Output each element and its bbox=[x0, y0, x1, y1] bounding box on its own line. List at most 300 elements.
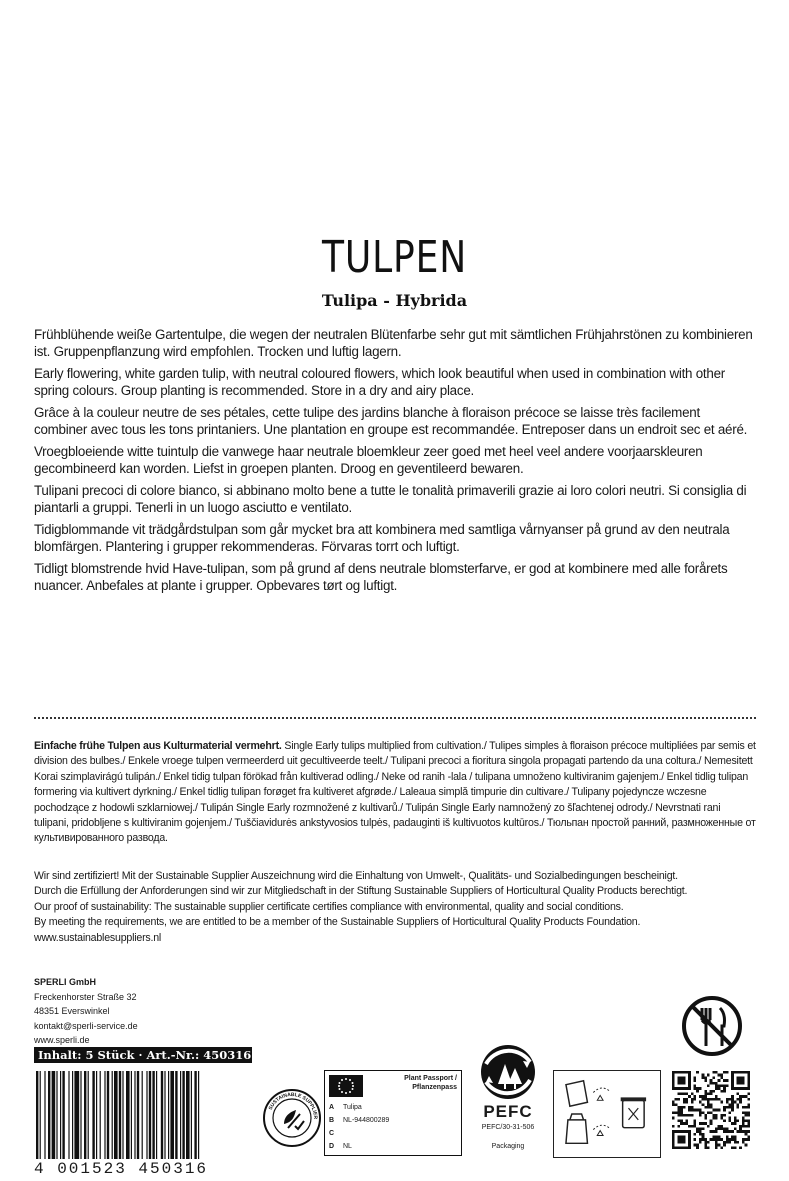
qr-module bbox=[715, 1144, 718, 1147]
barcode-bar bbox=[114, 1071, 118, 1159]
barcode-bar bbox=[161, 1071, 163, 1159]
qr-module bbox=[694, 1144, 697, 1147]
qr-module bbox=[745, 1119, 748, 1122]
description-da: Tidligt blomstrende hvid Have-tulipan, som på grund af dens neutrale blomsterfarve, er god at kombinere med alle forårets nuancer. Anbefales at plante i grupper. Opbevares tørt og luftigt. bbox=[34, 561, 728, 593]
qr-module bbox=[699, 1127, 702, 1130]
qr-module bbox=[715, 1071, 718, 1074]
barcode-bar bbox=[96, 1071, 97, 1159]
qr-module bbox=[731, 1109, 734, 1112]
barcode-bar bbox=[152, 1071, 154, 1159]
qr-module bbox=[718, 1074, 721, 1077]
qr-module bbox=[747, 1122, 750, 1125]
qr-module bbox=[723, 1106, 726, 1109]
qr-module bbox=[707, 1125, 710, 1128]
qr-module bbox=[723, 1141, 726, 1144]
barcode-number: 4 001523 450316 bbox=[34, 1160, 209, 1178]
passport-title-1: Plant Passport / bbox=[404, 1075, 457, 1082]
qr-module bbox=[699, 1133, 702, 1136]
qr-module bbox=[694, 1138, 697, 1141]
qr-module bbox=[675, 1111, 678, 1114]
barcode-bar bbox=[146, 1071, 147, 1159]
certification-block bbox=[34, 869, 756, 946]
pefc-code: PEFC/30-31-506 bbox=[481, 1124, 535, 1131]
qr-module bbox=[726, 1141, 729, 1144]
qr-module bbox=[715, 1084, 718, 1087]
qr-module bbox=[742, 1119, 745, 1122]
barcode-bar bbox=[100, 1071, 101, 1159]
qr-module bbox=[747, 1093, 750, 1096]
qr-module bbox=[694, 1119, 697, 1122]
qr-module bbox=[747, 1111, 750, 1114]
qr-module bbox=[731, 1098, 734, 1101]
qr-module bbox=[718, 1138, 721, 1141]
qr-module bbox=[704, 1098, 707, 1101]
qr-module bbox=[672, 1103, 675, 1106]
qr-module bbox=[683, 1114, 686, 1117]
qr-module bbox=[728, 1111, 731, 1114]
qr-module bbox=[702, 1098, 705, 1101]
qr-module bbox=[734, 1138, 737, 1141]
qr-module bbox=[694, 1122, 697, 1125]
qr-module bbox=[723, 1090, 726, 1093]
qr-module bbox=[677, 1125, 680, 1128]
qr-module bbox=[718, 1127, 721, 1130]
qr-module bbox=[723, 1071, 726, 1074]
cultivation-lead: Einfache frühe Tulpen aus Kulturmaterial vermehrt. bbox=[34, 740, 282, 752]
qr-module bbox=[715, 1146, 718, 1149]
barcode-bar bbox=[198, 1071, 199, 1159]
contents-bar: Inhalt: 5 Stück · Art.-Nr.: 450316 bbox=[34, 1047, 252, 1063]
qr-module bbox=[715, 1098, 718, 1101]
qr-module bbox=[718, 1084, 721, 1087]
qr-module bbox=[720, 1117, 723, 1120]
barcode-bar bbox=[194, 1071, 196, 1159]
qr-module bbox=[712, 1109, 715, 1112]
qr-module bbox=[699, 1101, 702, 1104]
qr-module bbox=[685, 1101, 688, 1104]
qr-module bbox=[710, 1103, 713, 1106]
qr-module bbox=[715, 1127, 718, 1130]
qr-module bbox=[747, 1136, 750, 1139]
qr-module bbox=[715, 1130, 718, 1133]
qr-module bbox=[728, 1117, 731, 1120]
qr-module bbox=[677, 1111, 680, 1114]
qr-module bbox=[677, 1106, 680, 1109]
qr-module bbox=[742, 1117, 745, 1120]
company-website: www.sperli.de bbox=[34, 1035, 90, 1045]
barcode-bar bbox=[104, 1071, 105, 1159]
qr-module bbox=[688, 1125, 691, 1128]
qr-module bbox=[699, 1087, 702, 1090]
barcode-bar bbox=[80, 1071, 81, 1159]
qr-module bbox=[702, 1076, 705, 1079]
qr-module bbox=[745, 1111, 748, 1114]
qr-module bbox=[720, 1076, 723, 1079]
qr-module bbox=[723, 1127, 726, 1130]
qr-module bbox=[680, 1106, 683, 1109]
qr-module bbox=[718, 1109, 721, 1112]
description-sv: Tidigblommande vit trädgårdstulpan som går mycket bra att kombinera med samtliga vårnyanser på grund av den neutrala blomfärgen. Plantering i grupper rekommenderas. Förvaras torrt och luftigt. bbox=[34, 522, 730, 554]
qr-module bbox=[691, 1101, 694, 1104]
qr-module bbox=[739, 1130, 742, 1133]
barcode-bar bbox=[170, 1071, 174, 1159]
cultivation-text: Single Early tulips multiplied from cultivation./ Tulipes simples à floraison précoce multipliées par semis et division des bulbes./ Enkele vroege tulpen vermeerderd uit gecultiveerde teelt./ Tulipani precoci a fioritura singola propagati partendo da una coltura./ Nemesitett Korai szimplavirágú tulipán./ Enkel tidig tulpan förökad från kultiverad odling./ Neke od ranih -lala / tulipana umnoženo kultiviranim gajenjem./ Enkel tidlig tulipan formering via kultivert dyrkning./ Enkel tidlig tulipan forøget fra kultiveret afgrøde./ Laleaua simplă timpurie din cultivare./ Tulipany pojedyncze wczesne pochodzące z hodowli szklarniowej./ Tulipán Single Early rozmnožené z kultivarů./ Tulipán Single Early namnožený zo šľachtenej odrody./ Nevrstnati rani tulipani, pridobljene s kultiviranim gojenjem./ Tuščiavidurės ankstyvosios tulpės, padauginti iš kultivuotos kultūros./ Тюльпан простой ранний, размноженные от культивированного развода. bbox=[34, 740, 756, 845]
qr-module bbox=[723, 1079, 726, 1082]
sustainable-supplier-badge-icon bbox=[262, 1088, 322, 1148]
qr-module bbox=[731, 1146, 734, 1149]
qr-module bbox=[712, 1117, 715, 1120]
qr-module bbox=[710, 1111, 713, 1114]
qr-module bbox=[683, 1098, 686, 1101]
qr-module bbox=[704, 1114, 707, 1117]
qr-module bbox=[704, 1076, 707, 1079]
qr-module bbox=[680, 1111, 683, 1114]
barcode-bar bbox=[44, 1071, 45, 1159]
passport-rows bbox=[329, 1101, 389, 1153]
qr-module bbox=[704, 1146, 707, 1149]
qr-module bbox=[720, 1084, 723, 1087]
qr-module bbox=[745, 1144, 748, 1147]
qr-module bbox=[688, 1095, 691, 1098]
qr-module bbox=[734, 1122, 737, 1125]
qr-module bbox=[726, 1098, 729, 1101]
qr-module bbox=[731, 1138, 734, 1141]
qr-module bbox=[694, 1098, 697, 1101]
qr-module bbox=[718, 1144, 721, 1147]
qr-module bbox=[704, 1079, 707, 1082]
qr-module bbox=[723, 1109, 726, 1112]
qr-module bbox=[726, 1079, 729, 1082]
not-for-consumption-icon bbox=[680, 994, 744, 1058]
barcode-bar bbox=[191, 1071, 192, 1159]
qr-module bbox=[723, 1084, 726, 1087]
qr-module bbox=[734, 1117, 737, 1120]
barcode-bar bbox=[126, 1071, 130, 1159]
recycling-info-icon bbox=[553, 1070, 661, 1158]
qr-module bbox=[726, 1101, 729, 1104]
eu-flag-icon bbox=[329, 1075, 363, 1097]
qr-module bbox=[737, 1098, 740, 1101]
qr-module bbox=[737, 1093, 740, 1096]
qr-module bbox=[720, 1125, 723, 1128]
qr-module bbox=[702, 1111, 705, 1114]
qr-module bbox=[683, 1106, 686, 1109]
qr-module bbox=[747, 1103, 750, 1106]
cert-line: Wir sind zertifiziert! Mit der Sustainable Supplier Auszeichnung wird die Einhaltung von Umwelt-, Qualitäts- und Sozialbedingungen bescheinigt. bbox=[34, 870, 678, 882]
qr-module bbox=[747, 1130, 750, 1133]
qr-module bbox=[691, 1109, 694, 1112]
passport-row-b: B NL-944800289 bbox=[329, 1117, 390, 1124]
qr-module bbox=[745, 1106, 748, 1109]
qr-module bbox=[745, 1095, 748, 1098]
qr-module bbox=[742, 1130, 745, 1133]
qr-module bbox=[718, 1125, 721, 1128]
qr-module bbox=[731, 1136, 734, 1139]
qr-module bbox=[672, 1111, 675, 1114]
qr-module bbox=[737, 1141, 740, 1144]
qr-module bbox=[691, 1098, 694, 1101]
company-city: 48351 Everswinkel bbox=[34, 1006, 110, 1016]
qr-module bbox=[683, 1093, 686, 1096]
barcode-bar bbox=[92, 1071, 94, 1159]
qr-module bbox=[704, 1122, 707, 1125]
qr-module bbox=[718, 1136, 721, 1139]
qr-module bbox=[734, 1136, 737, 1139]
qr-module bbox=[707, 1084, 710, 1087]
qr-module bbox=[699, 1122, 702, 1125]
qr-module bbox=[677, 1098, 680, 1101]
description-block bbox=[34, 326, 756, 599]
barcode-bar bbox=[164, 1071, 165, 1159]
qr-module bbox=[710, 1098, 713, 1101]
qr-module bbox=[683, 1101, 686, 1104]
qr-module bbox=[726, 1084, 729, 1087]
qr-module bbox=[704, 1095, 707, 1098]
qr-module bbox=[712, 1136, 715, 1139]
qr-module bbox=[694, 1076, 697, 1079]
qr-module bbox=[726, 1130, 729, 1133]
qr-module bbox=[710, 1106, 713, 1109]
qr-module bbox=[737, 1106, 740, 1109]
qr-module bbox=[712, 1076, 715, 1079]
qr-module bbox=[731, 1095, 734, 1098]
qr-module bbox=[715, 1095, 718, 1098]
qr-module bbox=[710, 1082, 713, 1085]
qr-module bbox=[699, 1111, 702, 1114]
qr-module bbox=[718, 1079, 721, 1082]
qr-module bbox=[739, 1127, 742, 1130]
qr-module bbox=[702, 1138, 705, 1141]
qr-module bbox=[696, 1087, 699, 1090]
qr-module bbox=[691, 1093, 694, 1096]
qr-module bbox=[731, 1103, 734, 1106]
qr-module bbox=[728, 1130, 731, 1133]
qr-module bbox=[712, 1114, 715, 1117]
qr-module bbox=[677, 1093, 680, 1096]
barcode-bar bbox=[84, 1071, 86, 1159]
qr-module bbox=[720, 1114, 723, 1117]
qr-module bbox=[691, 1106, 694, 1109]
qr-module bbox=[710, 1130, 713, 1133]
barcode-bar bbox=[112, 1071, 113, 1159]
qr-module bbox=[728, 1138, 731, 1141]
qr-module bbox=[712, 1071, 715, 1074]
cert-line: Our proof of sustainability: The sustainable supplier certificate certifies compliance with environmental, quality and social conditions. bbox=[34, 900, 624, 913]
barcode-bar bbox=[107, 1071, 109, 1159]
barcode-bar bbox=[134, 1071, 135, 1159]
qr-module bbox=[704, 1138, 707, 1141]
qr-module bbox=[702, 1136, 705, 1139]
qr-module bbox=[675, 1103, 678, 1106]
barcode-bar bbox=[180, 1071, 181, 1159]
qr-module bbox=[710, 1090, 713, 1093]
passport-row-d: D NL bbox=[329, 1143, 352, 1150]
qr-module bbox=[702, 1095, 705, 1098]
qr-module bbox=[712, 1130, 715, 1133]
qr-module bbox=[720, 1101, 723, 1104]
dotted-divider bbox=[34, 717, 756, 719]
product-title: TULPEN bbox=[321, 232, 468, 283]
qr-module bbox=[707, 1141, 710, 1144]
barcode-bar bbox=[142, 1071, 143, 1159]
qr-module bbox=[742, 1141, 745, 1144]
qr-module bbox=[739, 1098, 742, 1101]
qr-module bbox=[723, 1114, 726, 1117]
qr-module bbox=[691, 1114, 694, 1117]
qr-module bbox=[702, 1133, 705, 1136]
qr-module bbox=[720, 1090, 723, 1093]
qr-module bbox=[734, 1119, 737, 1122]
qr-module bbox=[728, 1141, 731, 1144]
qr-module bbox=[672, 1125, 675, 1128]
qr-module bbox=[707, 1101, 710, 1104]
qr-module bbox=[702, 1074, 705, 1077]
qr-module bbox=[672, 1101, 675, 1104]
description-it: Tulipani precoci di colore bianco, si abbinano molto bene a tutte le tonalità primaverili grazie ai loro colori neutri. Si consiglia di piantarli a gruppi. Tenerli in un luogo asciutto e ventilato. bbox=[34, 483, 747, 515]
badge-text: SUSTAINABLE SUPPLIER bbox=[267, 1091, 319, 1120]
description-nl: Vroegbloeiende witte tuintulp die vanwege haar neutrale bloemkleur zeer goed met heel veel andere voorjaarskleuren gecombineerd kan worden. Liefst in groepen planten. Droog en geventileerd bewaren. bbox=[34, 444, 703, 476]
qr-module bbox=[742, 1106, 745, 1109]
qr-module bbox=[718, 1087, 721, 1090]
qr-module bbox=[742, 1111, 745, 1114]
qr-module bbox=[680, 1093, 683, 1096]
qr-module bbox=[683, 1122, 686, 1125]
qr-module bbox=[710, 1093, 713, 1096]
qr-module bbox=[696, 1071, 699, 1074]
barcode-bar bbox=[149, 1071, 151, 1159]
qr-module bbox=[731, 1106, 734, 1109]
qr-module bbox=[723, 1119, 726, 1122]
qr-module bbox=[691, 1125, 694, 1128]
qr-module bbox=[672, 1117, 675, 1120]
qr-module bbox=[734, 1127, 737, 1130]
qr-module bbox=[720, 1138, 723, 1141]
qr-module bbox=[718, 1098, 721, 1101]
qr-module bbox=[699, 1095, 702, 1098]
qr-module bbox=[715, 1087, 718, 1090]
qr-module bbox=[715, 1114, 718, 1117]
qr-module bbox=[723, 1144, 726, 1147]
qr-module bbox=[710, 1119, 713, 1122]
barcode-bar bbox=[40, 1071, 41, 1159]
passport-header bbox=[404, 1074, 457, 1092]
passport-row-c: C bbox=[329, 1130, 335, 1137]
qr-module bbox=[704, 1093, 707, 1096]
barcode-bar bbox=[68, 1071, 69, 1159]
qr-module bbox=[710, 1122, 713, 1125]
barcode-bar bbox=[52, 1071, 56, 1159]
qr-module bbox=[688, 1114, 691, 1117]
qr-module bbox=[677, 1119, 680, 1122]
qr-module bbox=[704, 1090, 707, 1093]
qr-module bbox=[747, 1114, 750, 1117]
qr-module bbox=[712, 1098, 715, 1101]
qr-module bbox=[728, 1119, 731, 1122]
qr-module bbox=[677, 1076, 685, 1084]
qr-module bbox=[680, 1119, 683, 1122]
qr-module bbox=[696, 1130, 699, 1133]
qr-module bbox=[694, 1087, 697, 1090]
plant-passport bbox=[324, 1070, 462, 1156]
qr-module bbox=[726, 1127, 729, 1130]
cultivation-note bbox=[34, 739, 756, 847]
qr-module bbox=[707, 1146, 710, 1149]
qr-module bbox=[745, 1114, 748, 1117]
qr-module bbox=[726, 1071, 729, 1074]
company-email: kontakt@sperli-service.de bbox=[34, 1020, 138, 1031]
qr-module bbox=[699, 1130, 702, 1133]
qr-module bbox=[704, 1106, 707, 1109]
qr-module bbox=[694, 1125, 697, 1128]
barcode-bar bbox=[156, 1071, 157, 1159]
qr-module bbox=[745, 1130, 748, 1133]
company-name: SPERLI GmbH bbox=[34, 977, 97, 987]
qr-module bbox=[696, 1146, 699, 1149]
qr-module bbox=[707, 1098, 710, 1101]
barcode-bar bbox=[48, 1071, 50, 1159]
qr-module bbox=[694, 1079, 697, 1082]
qr-module bbox=[715, 1109, 718, 1112]
qr-module bbox=[737, 1130, 740, 1133]
qr-module bbox=[677, 1114, 680, 1117]
qr-module bbox=[707, 1093, 710, 1096]
barcode-bar bbox=[182, 1071, 184, 1159]
qr-module bbox=[745, 1138, 748, 1141]
passport-title-2: Pflanzenpass bbox=[412, 1084, 457, 1091]
qr-module bbox=[747, 1125, 750, 1128]
qr-module bbox=[715, 1136, 718, 1139]
qr-module bbox=[685, 1122, 688, 1125]
qr-module bbox=[742, 1125, 745, 1128]
description-en: Early flowering, white garden tulip, with neutral coloured flowers, which look beautiful when used in combination with other spring colours. Group planting is recommended. Store in a dry and airy place. bbox=[34, 366, 725, 398]
barcode-bar bbox=[186, 1071, 190, 1159]
qr-module bbox=[747, 1106, 750, 1109]
company-address bbox=[34, 975, 138, 1048]
qr-module bbox=[745, 1125, 748, 1128]
qr-module bbox=[728, 1106, 731, 1109]
qr-module bbox=[737, 1103, 740, 1106]
qr-module bbox=[728, 1098, 731, 1101]
qr-module bbox=[685, 1098, 688, 1101]
qr-module bbox=[723, 1130, 726, 1133]
qr-module bbox=[694, 1133, 697, 1136]
barcode-bar bbox=[137, 1071, 139, 1159]
qr-module bbox=[731, 1122, 734, 1125]
qr-module bbox=[696, 1090, 699, 1093]
qr-module bbox=[702, 1127, 705, 1130]
barcode-bar bbox=[122, 1071, 123, 1159]
qr-module bbox=[712, 1090, 715, 1093]
qr-module bbox=[726, 1136, 729, 1139]
qr-module bbox=[734, 1101, 737, 1104]
barcode-bar bbox=[131, 1071, 132, 1159]
qr-module bbox=[747, 1098, 750, 1101]
qr-module bbox=[734, 1146, 737, 1149]
barcode-bar bbox=[60, 1071, 61, 1159]
description-fr: Grâce à la couleur neutre de ses pétales, cette tulipe des jardins blanche à floraison précoce se laisse très facilement combiner avec tous les tons printaniers. Une plantation en groupe est recommandée. Entreposer dans un endroit sec et aéré. bbox=[34, 405, 748, 437]
qr-module bbox=[699, 1138, 702, 1141]
qr-module bbox=[707, 1103, 710, 1106]
pefc-label: PEFC bbox=[483, 1102, 533, 1121]
qr-module bbox=[715, 1138, 718, 1141]
qr-module bbox=[739, 1146, 742, 1149]
qr-module bbox=[680, 1114, 683, 1117]
qr-module bbox=[685, 1093, 688, 1096]
qr-module bbox=[694, 1109, 697, 1112]
qr-module bbox=[685, 1119, 688, 1122]
company-street: Freckenhorster Straße 32 bbox=[34, 991, 137, 1002]
qr-module bbox=[737, 1119, 740, 1122]
